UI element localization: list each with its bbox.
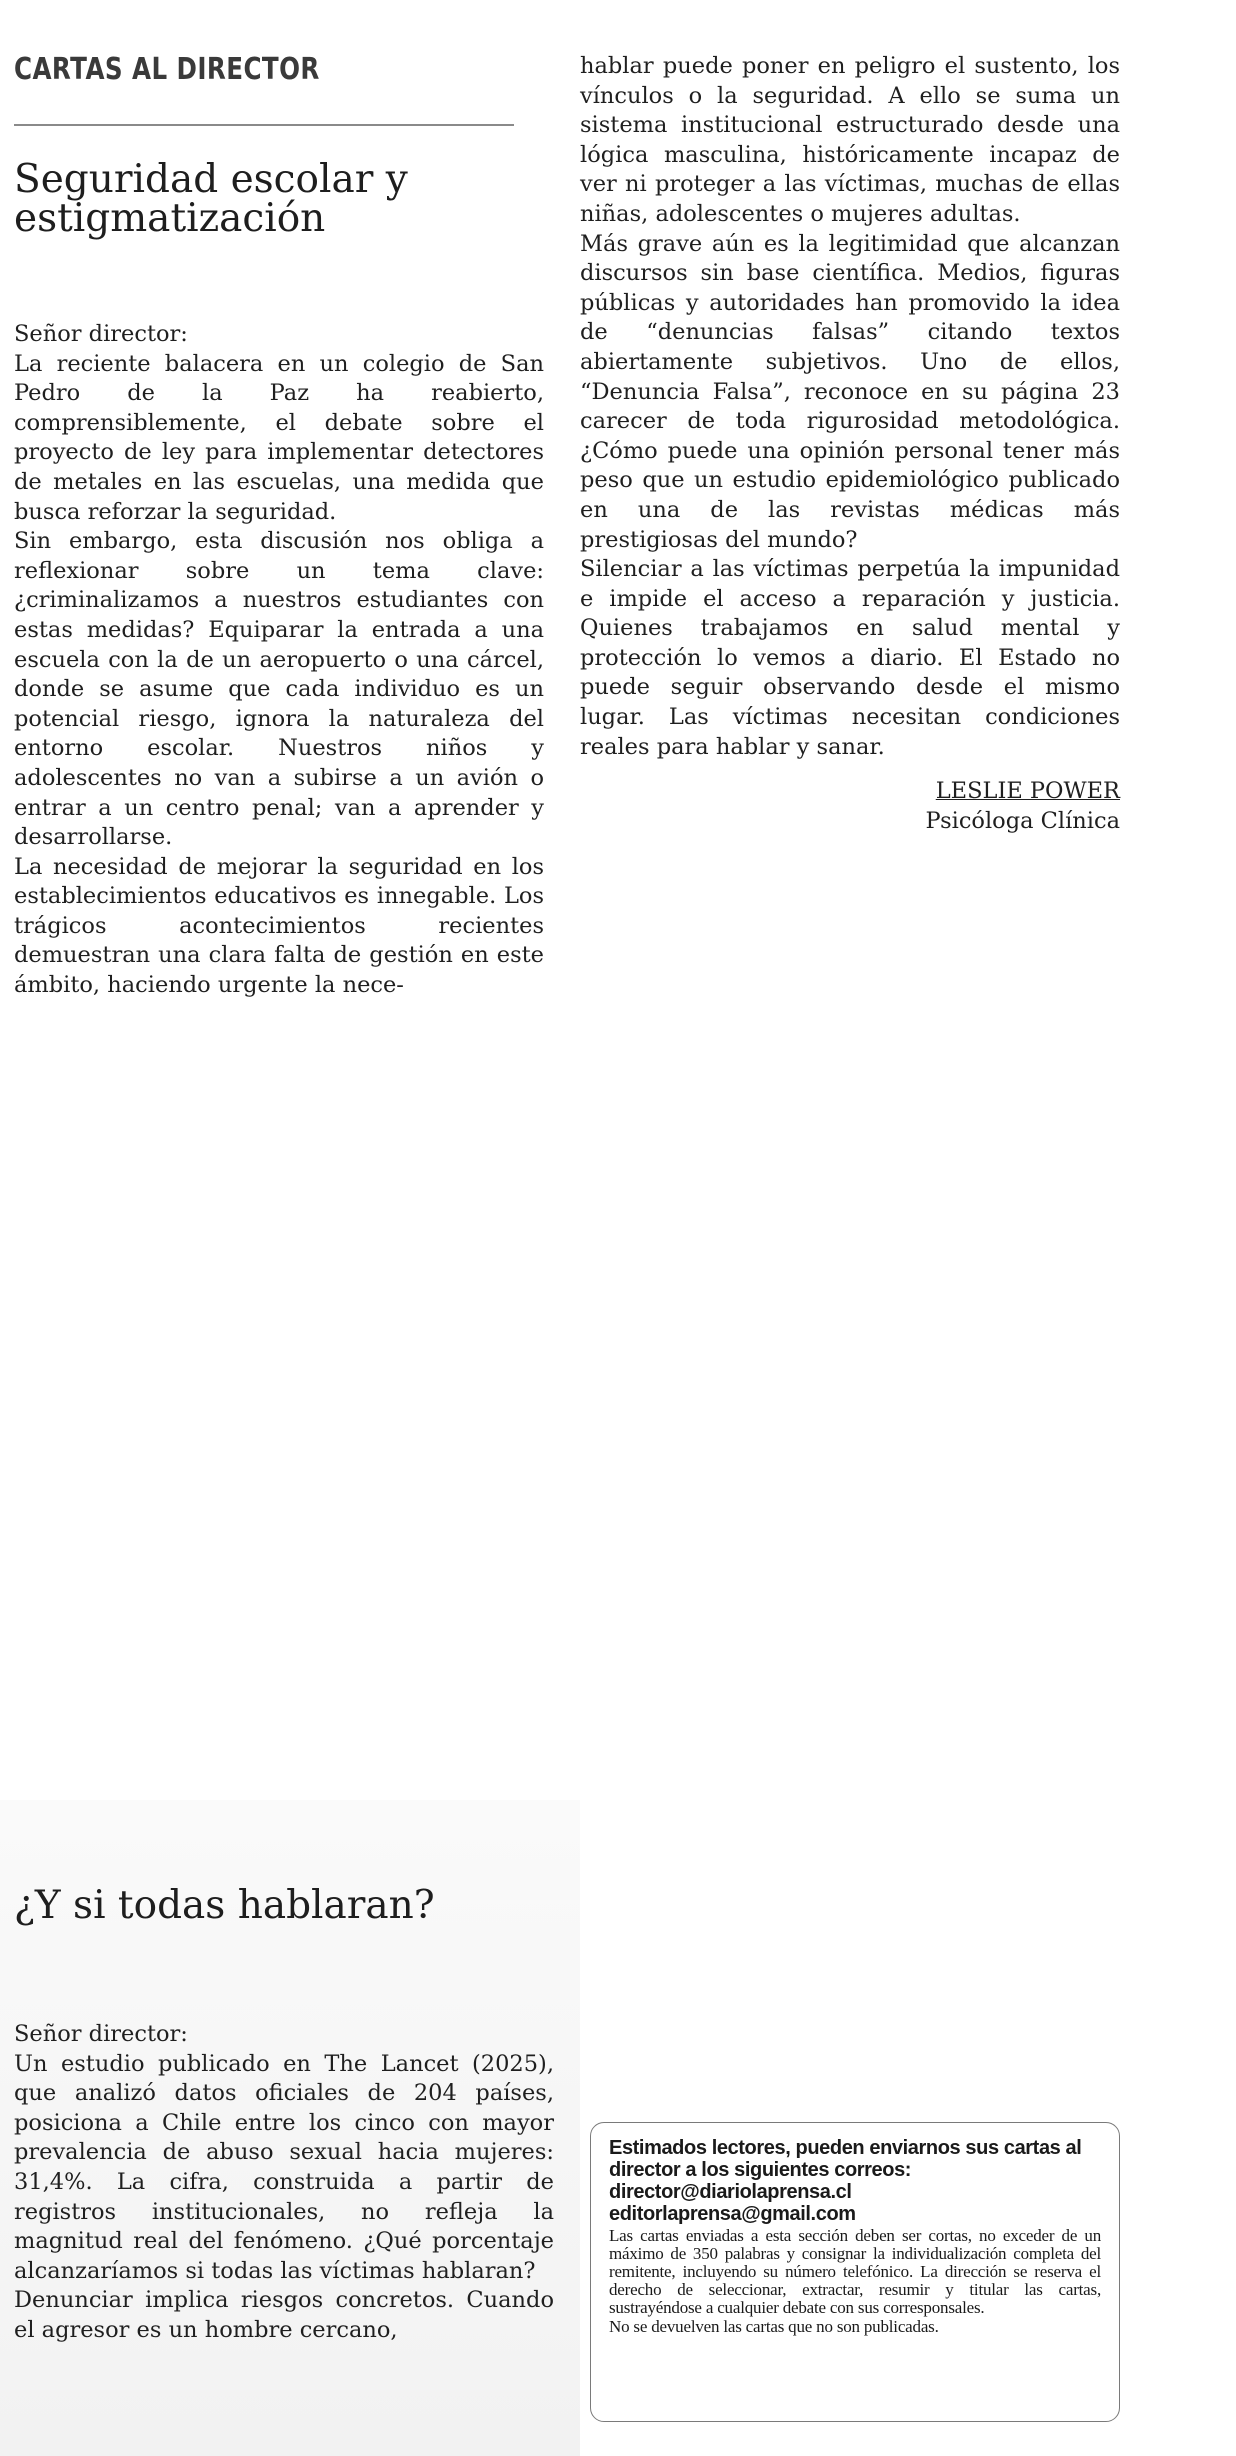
email-editor[interactable]: editorlaprensa@gmail.com xyxy=(609,2203,856,2225)
letter1-title: Seguridad escolar y estigmatización xyxy=(14,157,408,241)
letter1-paragraph: La necesidad de mejorar la seguridad en los establecimientos educativos es innegable. Los trágicos acontecimientos recientes demuestran una clara falta de gestión en este ámbito, haciendo urgente la nece- xyxy=(14,853,544,999)
letter2-paragraph: Un estudio publicado en The Lancet (2025), que analizó datos oficiales de 204 países, posiciona a Chile entre los cinco con mayor prevalencia de abuso sexual hacia mujeres: 31,4%. La cifra, construida a partir de registros institucionales, no refleja la magnitud real del fenómeno. ¿Qué porcentaje alcanzaríamos si todas las víctimas hablaran? xyxy=(14,2050,554,2284)
letter2-title: ¿Y si todas hablaran? xyxy=(14,1883,435,1928)
letter-continuation-body xyxy=(580,52,1120,836)
infobox-notice: Las cartas enviadas a esta sección deben ser cortas, no exceder de un máximo de 350 palabras y consignar la individualización completa del remitente, incluyendo su número telefónico. La dirección se reserva el derecho de seleccionar, extractar, resumir y titular las cartas, sustrayéndose a cualquier debate con sus corresponsales. xyxy=(609,2226,1101,2317)
continuation-paragraph: hablar puede poner en peligro el sustento, los vínculos o la seguridad. A ello se suma un sistema institucional estructurado desde una lógica masculina, históricamente incapaz de ver ni proteger a las víctimas, muchas de ellas niñas, adolescentes o mujeres adultas. xyxy=(580,53,1120,227)
submission-info-box xyxy=(590,2122,1120,2422)
letter1-paragraph: La reciente balacera en un colegio de San Pedro de la Paz ha reabierto, comprensiblemente, el debate sobre el proyecto de ley para implementar detectores de metales en las escuelas, una medida que busca reforzar la seguridad. xyxy=(14,350,544,525)
letter1-body xyxy=(14,320,544,1001)
letter2-paragraph: Denunciar implica riesgos concretos. Cuando el agresor es un hombre cercano, xyxy=(14,2287,554,2343)
email-director[interactable]: director@diariolaprensa.cl xyxy=(609,2181,852,2203)
letter2-salutation: Señor director: xyxy=(14,2021,188,2047)
continuation-paragraph: Más grave aún es la legitimidad que alcanzan discursos sin base científica. Medios, figuras públicas y autoridades han promovido la idea de “denuncias falsas” citando textos abiertamente subjetivos. Uno de ellos, “Denuncia Falsa”, reconoce en su página 23 carecer de toda rigurosidad metodológica. ¿Cómo puede una opinión personal tener más peso que un estudio epidemiológico publicado en una de las revistas médicas más prestigiosas del mundo? xyxy=(580,230,1120,553)
section-divider xyxy=(14,124,514,126)
letter2-body xyxy=(14,2020,554,2346)
infobox-final-note: No se devuelven las cartas que no son publicadas. xyxy=(609,2317,939,2336)
signature-role: Psicóloga Clínica xyxy=(925,808,1120,835)
continuation-paragraph: Silenciar a las víctimas perpetúa la impunidad e impide el acceso a reparación y justicia. Quienes trabajamos en salud mental y protección lo vemos a diario. El Estado no puede seguir observando desde el mismo lugar. Las víctimas necesitan condiciones reales para hablar y sanar. xyxy=(580,556,1120,760)
letter1-salutation: Señor director: xyxy=(14,321,188,347)
letter1-paragraph: Sin embargo, esta discusión nos obliga a reflexionar sobre un tema clave: ¿criminalizamos a nuestros estudiantes con estas medidas? Equiparar la entrada a una escuela con la de un aeropuerto o una cárcel, donde se asume que cada individuo es un potencial riesgo, ignora la naturaleza del entorno escolar. Nuestros niños y adolescentes no van a subirse a un avión o entrar a un centro penal; van a aprender y desarrollarse. xyxy=(14,528,544,851)
infobox-heading: Estimados lectores, pueden enviarnos sus cartas al director a los siguientes correos: xyxy=(609,2137,1082,2181)
signature-name: LESLIE POWER xyxy=(935,778,1120,805)
section-label: CARTAS AL DIRECTOR xyxy=(14,52,320,87)
